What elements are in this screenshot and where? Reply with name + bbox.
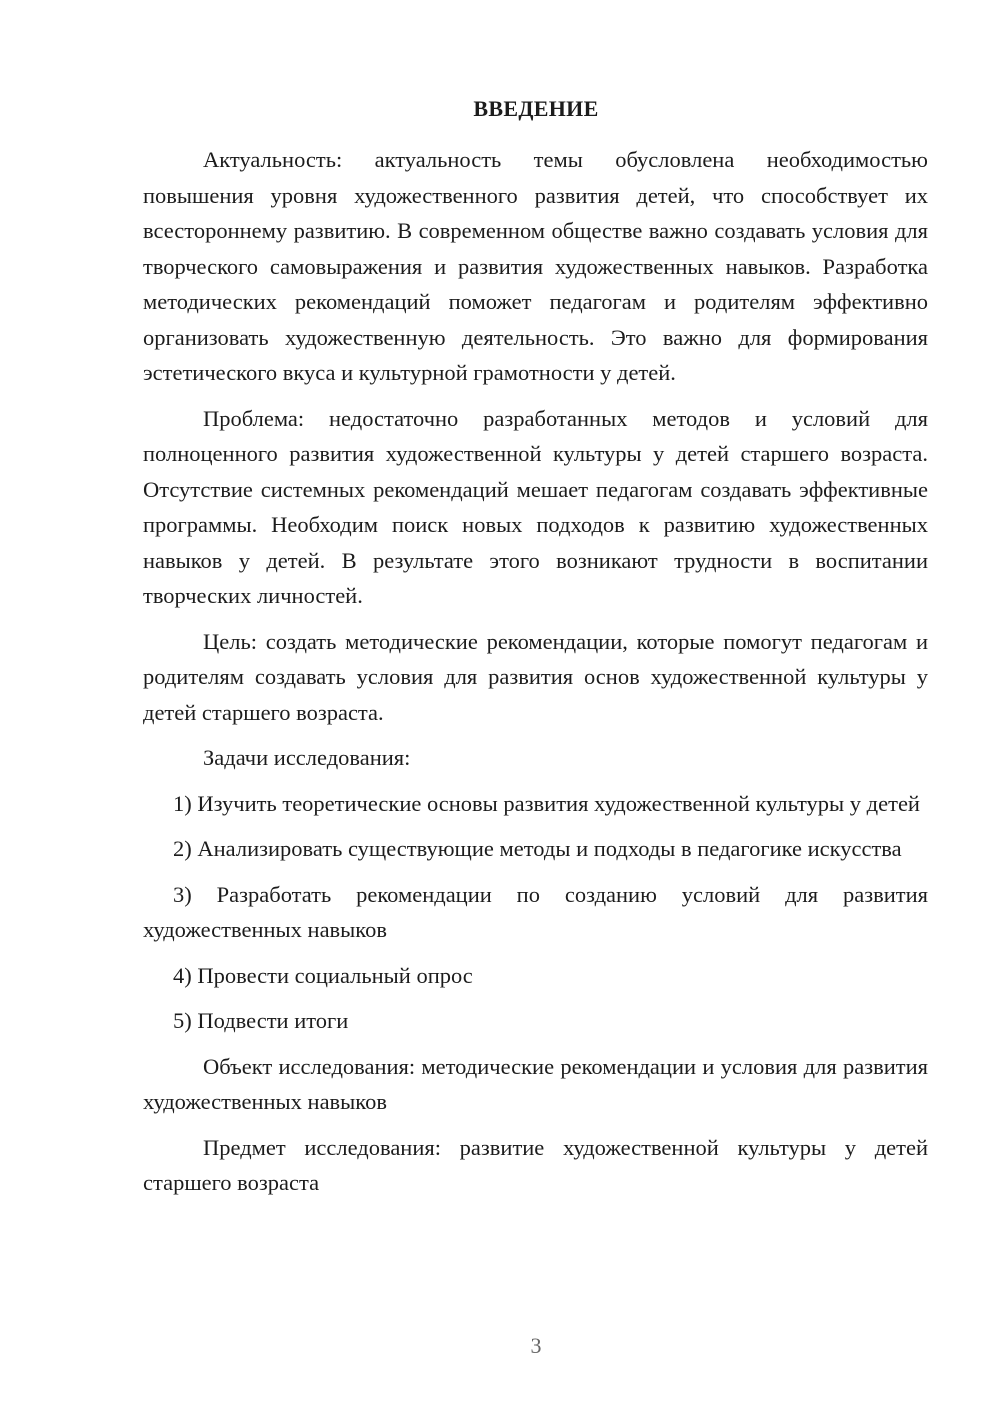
relevance-paragraph: Актуальность: актуальность темы обусловлена необходимостью повышения уровня художественного развития детей, что способствует их всестороннему развитию. В современном обществе важно создавать условия для творческого самовыражения и развития художественных навыков. Разработка методических рекомендаций поможет педагогам и родителям эффективно организовать художественную деятельность. Это важно для формирования эстетического вкуса и культурной грамотности у детей. — [143, 147, 928, 385]
page-number: 3 — [530, 1333, 542, 1358]
document-body — [143, 142, 928, 1211]
object-paragraph: Объект исследования: методические рекомендации и условия для развития художественных навыков — [143, 1053, 928, 1114]
goal-paragraph: Цель: создать методические рекомендации, которые помогут педагогам и родителям создавать условия для развития основ художественной культуры у детей старшего возраста. — [143, 628, 928, 725]
tasks-heading: Задачи исследования: — [203, 745, 411, 770]
page-title: ВВЕДЕНИЕ — [473, 96, 599, 121]
subject-paragraph: Предмет исследования: развитие художественной культуры у детей старшего возраста — [143, 1134, 928, 1195]
task-item: 2) Анализировать существующие методы и подходы в педагогике искусства — [173, 836, 902, 861]
task-item: 5) Подвести итоги — [173, 1008, 349, 1033]
task-item: 4) Провести социальный опрос — [173, 962, 473, 988]
task-item: 1) Изучить теоретические основы развития художественной культуры у детей — [173, 790, 920, 816]
problem-paragraph: Проблема: недостаточно разработанных методов и условий для полноценного развития художественной культуры у детей старшего возраста. Отсутствие системных рекомендаций мешает педагогам создавать эффективные программы. Необходим поиск новых подходов к развитию художественных навыков у детей. В результате этого возникают трудности в воспитании творческих личностей. — [143, 405, 928, 608]
task-item: 3) Разработать рекомендации по созданию условий для развития художественных навыков — [143, 881, 928, 942]
